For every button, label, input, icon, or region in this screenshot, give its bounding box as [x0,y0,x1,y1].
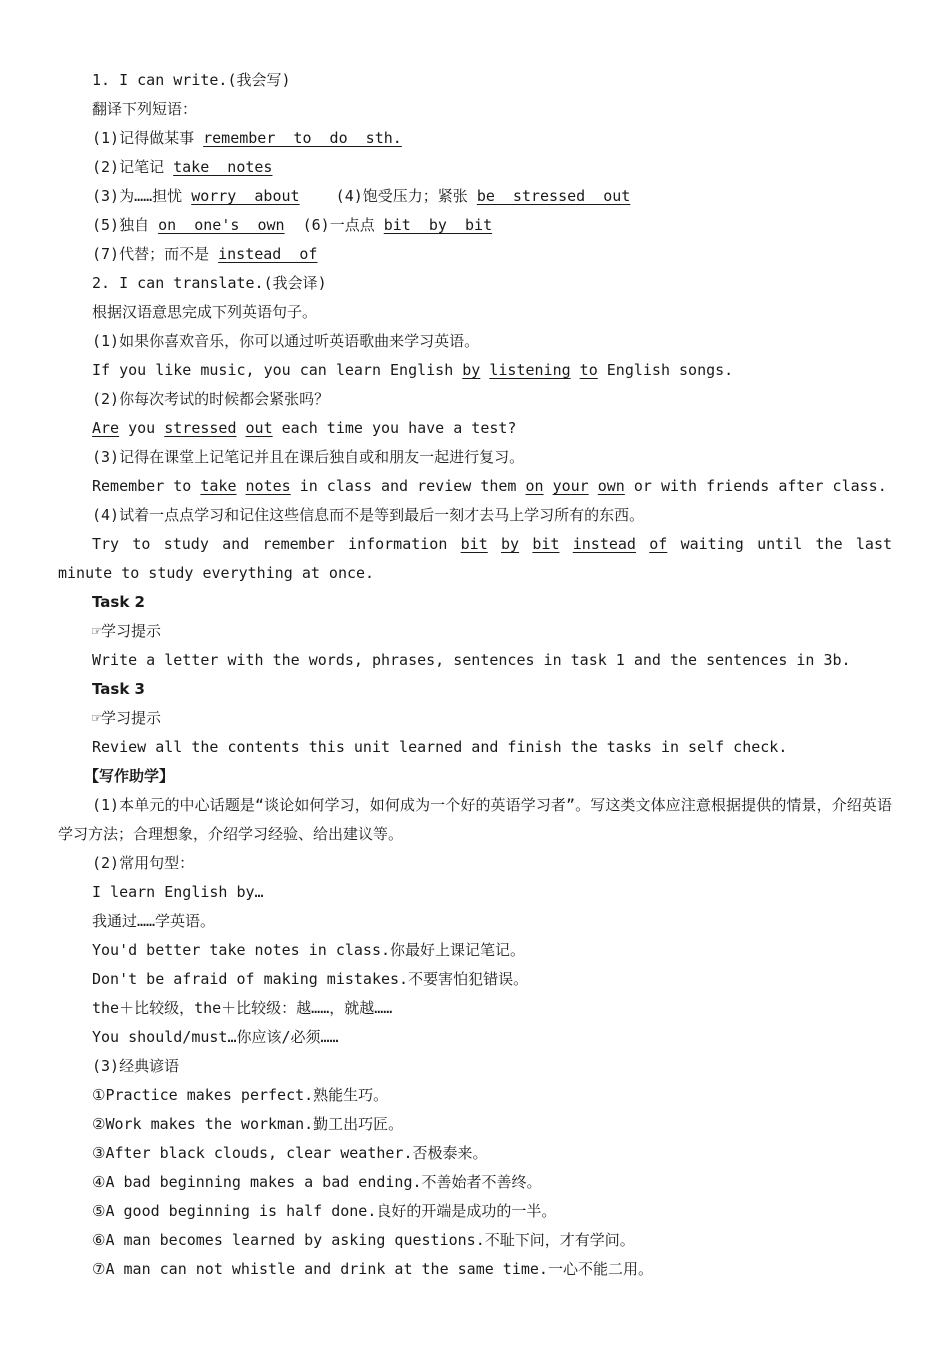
blank-answer: to [579,361,598,379]
task-2-text: Write a letter with the words, phrases, sentences in task 1 and the sentences in 3b. [92,651,851,669]
blank-answer: out [245,419,273,437]
sentence-text: you [119,419,165,437]
blank-answer: by [501,535,520,553]
blank-answer: bit [532,535,560,553]
proverb-item: ④A bad beginning makes a bad ending.不善始者不善终。 [92,1173,542,1191]
translate-q2-chinese: (2)你每次考试的时候都会紧张吗？ [92,390,330,408]
proverb-item: ②Work makes the workman.勤工出巧匠。 [92,1115,404,1133]
blank-answer: listening [489,361,571,379]
sentence-pattern: the＋比较级，the＋比较级：越……，就越…… [92,999,393,1017]
translate-q4-english [58,530,902,588]
phrase-prompt: (2)记笔记 [92,158,174,176]
sentence-pattern: You'd better take notes in class.你最好上课记笔记。 [92,941,526,959]
task-2-title: Task 2 [92,593,145,611]
phrase-prompt: (6)一点点 [284,216,384,234]
section-2-heading: 2. I can translate.(我会译) [92,274,327,292]
section-1-heading: 1. I can write.(我会写) [92,71,291,89]
blank-answer: Are [92,419,120,437]
task-2-tip: ☞学习提示 [92,622,162,640]
sentence-pattern: Don't be afraid of making mistakes.不要害怕犯错误。 [92,970,529,988]
section-1-instruction: 翻译下列短语： [92,100,198,118]
sentence-pattern: You should/must…你应该/必须…… [92,1028,339,1046]
phrase-prompt: (3)为……担忧 [92,187,192,205]
proverb-item: ③After black clouds, clear weather.否极泰来。 [92,1144,488,1162]
writing-help-title: 【写作助学】 [84,767,175,785]
blank-answer: take [200,477,237,495]
phrase-item-1 [58,124,892,153]
phrase-item-3-4 [58,182,892,211]
blank-answer: stressed [164,419,237,437]
phrase-prompt: (7)代替；而不是 [92,245,219,263]
phrase-item-7 [58,240,892,269]
phrase-prompt: (4)饱受压力；紧张 [299,187,477,205]
phrase-answer: on one's own [158,216,285,234]
proverbs-title: (3)经典谚语 [92,1057,180,1075]
phrase-item-5-6 [58,211,892,240]
sentence-text: Remember to [92,477,201,495]
phrase-answer: be stressed out [476,187,631,205]
proverb-item: ①Practice makes perfect.熟能生巧。 [92,1086,389,1104]
translate-q2-english [58,414,892,443]
phrase-answer: worry about [191,187,300,205]
phrase-answer: instead of [218,245,318,263]
sentence-text: Try to study and remember information [92,535,461,553]
writing-help-paragraph-1: (1)本单元的中心话题是“谈论如何学习，如何成为一个好的英语学习者”。写这类文体应注意根据提供的情景，介绍英语学习方法；合理想象，介绍学习经验、给出建议等。 [58,796,892,843]
translate-q1-english [58,356,892,385]
phrase-answer: bit by bit [383,216,493,234]
blank-answer: notes [245,477,291,495]
translate-q3-chinese: (3)记得在课堂上记笔记并且在课后独自或和朋友一起进行复习。 [92,448,525,466]
sentence-pattern: 我通过……学英语。 [92,912,216,930]
blank-answer: on [525,477,544,495]
phrase-answer: take notes [173,158,273,176]
proverb-item: ⑥A man becomes learned by asking questions.不耻下问，才有学问。 [92,1231,635,1249]
blank-answer: your [552,477,589,495]
blank-answer: own [597,477,625,495]
phrase-item-2 [58,153,892,182]
blank-answer: instead [572,535,636,553]
document-page [58,66,902,1284]
phrase-prompt: (5)独自 [92,216,159,234]
sentence-text: If you like music, you can learn English [92,361,463,379]
sentence-pattern: I learn English by… [92,883,264,901]
writing-help-patterns-title: (2)常用句型： [92,854,195,872]
blank-answer: of [649,535,668,553]
blank-answer: bit [460,535,488,553]
sentence-text: each time you have a test? [272,419,517,437]
task-3-title: Task 3 [92,680,145,698]
proverb-item: ⑦A man can not whistle and drink at the same time.一心不能二用。 [92,1260,653,1278]
translate-q4-chinese: (4)试着一点点学习和记住这些信息而不是等到最后一刻才去马上学习所有的东西。 [92,506,645,524]
blank-answer: by [462,361,481,379]
translate-q1-chinese: (1)如果你喜欢音乐，你可以通过听英语歌曲来学习英语。 [92,332,480,350]
task-3-text: Review all the contents this unit learned and finish the tasks in self check. [92,738,788,756]
sentence-text: or with friends after class. [624,477,887,495]
section-2-instruction: 根据汉语意思完成下列英语句子。 [92,303,318,321]
sentence-text: waiting until the last minute to study everything at once. [58,535,902,582]
phrase-answer: remember to do sth. [203,129,402,147]
task-3-tip: ☞学习提示 [92,709,162,727]
sentence-text: English songs. [597,361,734,379]
proverb-item: ⑤A good beginning is half done.良好的开端是成功的一半。 [92,1202,557,1220]
translate-q3-english [58,472,892,501]
sentence-text: in class and review them [290,477,526,495]
phrase-prompt: (1)记得做某事 [92,129,204,147]
